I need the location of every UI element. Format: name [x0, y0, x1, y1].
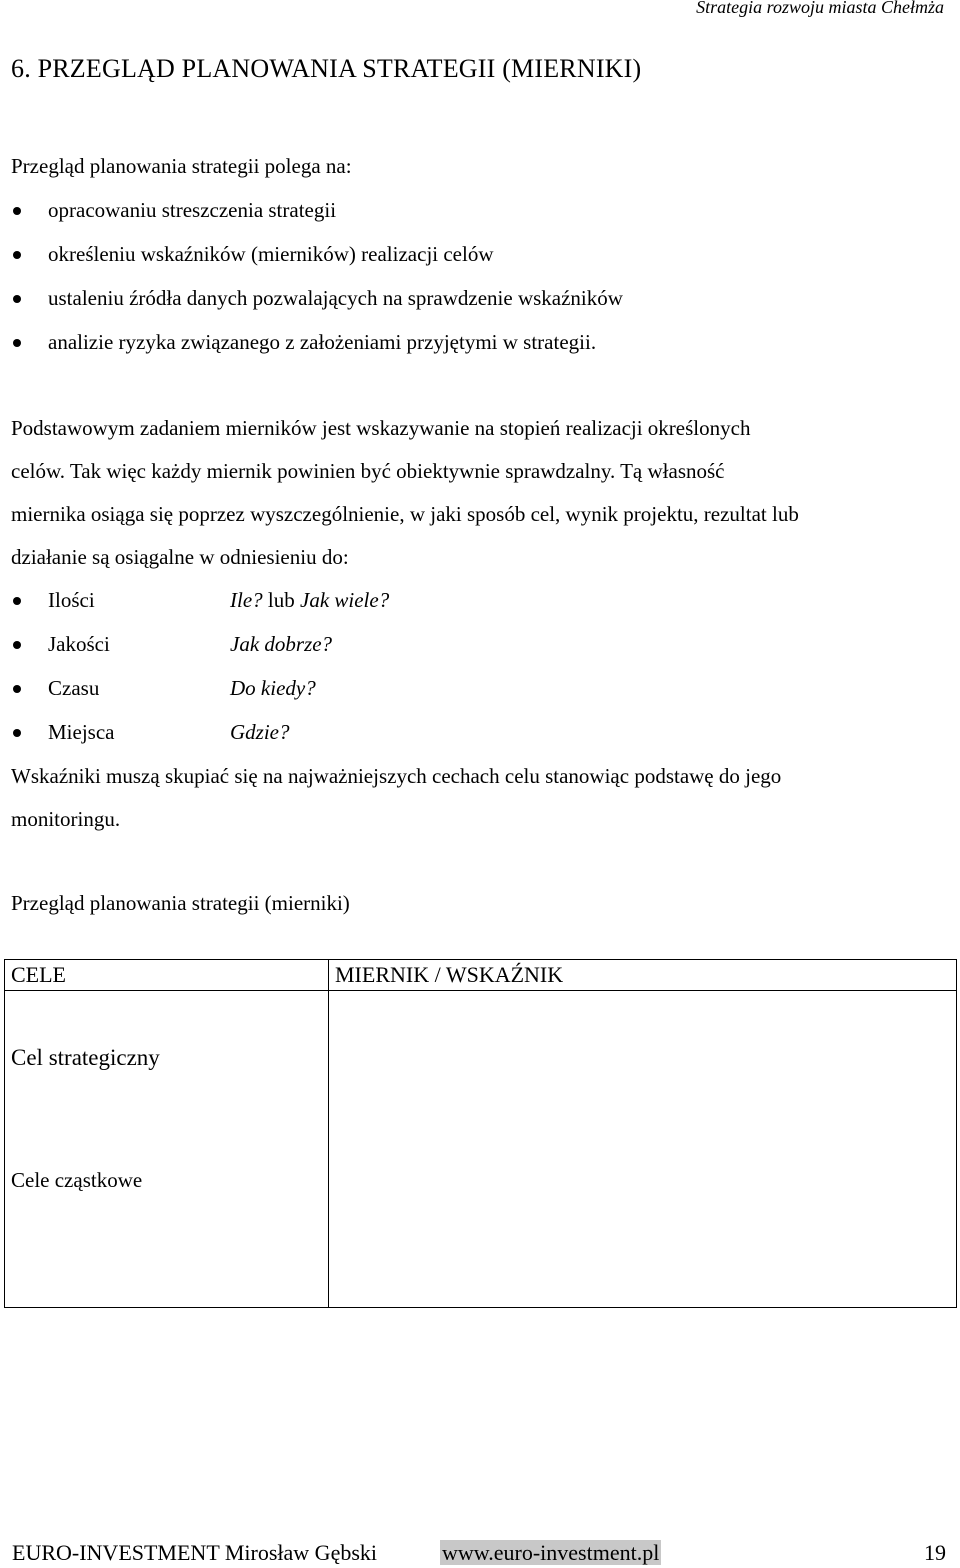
table-header-cell: MIERNIK / WSKAŹNIK [329, 960, 957, 991]
table-cell-measures[interactable] [329, 991, 957, 1308]
dimension-label: Miejsca [48, 720, 115, 744]
bullet-icon [13, 207, 21, 215]
list-item: określeniu wskaźników (mierników) realizacji celów [48, 242, 494, 266]
bullet-icon [13, 251, 21, 259]
page-number: 19 [924, 1540, 946, 1565]
table-cell-goals [5, 991, 329, 1308]
table-caption: Przegląd planowania strategii (mierniki) [11, 891, 350, 915]
dimension-question: Ile? lub Jak wiele? [230, 588, 390, 612]
footer-company: EURO-INVESTMENT Mirosław Gębski [12, 1540, 378, 1565]
paragraph-line: monitoringu. [11, 807, 121, 831]
footer-url[interactable]: www.euro-investment.pl [442, 1540, 660, 1565]
dimension-question: Jak dobrze? [230, 632, 333, 656]
paragraph-line: miernika osiąga się poprzez wyszczególnienie, w jaki sposób cel, wynik projektu, rezultat lub [11, 502, 799, 526]
list-item: ustaleniu źródła danych pozwalających na sprawdzenie wskaźników [48, 286, 623, 310]
section-title: 6. PRZEGLĄD PLANOWANIA STRATEGII (MIERNIKI) [11, 54, 642, 83]
bullet-icon [13, 339, 21, 347]
bullet-icon [13, 685, 21, 693]
bullet-icon [13, 295, 21, 303]
paragraph-line: Podstawowym zadaniem mierników jest wskazywanie na stopień realizacji określonych [11, 416, 751, 440]
table-row [5, 991, 957, 1308]
paragraph-line: celów. Tak więc każdy miernik powinien być obiektywnie sprawdzalny. Tą własność [11, 459, 725, 483]
bullet-icon [13, 729, 21, 737]
dimension-question: Gdzie? [230, 720, 290, 744]
paragraph-line: Wskaźniki muszą skupiać się na najważniejszych cechach celu stanowiąc podstawę do jego [11, 764, 782, 788]
list-item: opracowaniu streszczenia strategii [48, 198, 337, 222]
table-header-row [5, 960, 957, 991]
measures-table [4, 959, 957, 1308]
bullet-icon [13, 597, 21, 605]
paragraph-line: działanie są osiągalne w odniesieniu do: [11, 545, 349, 569]
running-header: Strategia rozwoju miasta Chełmża [696, 0, 944, 17]
bullet-icon [13, 641, 21, 649]
list-item: analizie ryzyka związanego z założeniami przyjętymi w strategii. [48, 330, 597, 354]
table-header-cell: CELE [5, 960, 329, 991]
dimension-label: Ilości [48, 588, 95, 612]
intro-lead: Przegląd planowania strategii polega na: [11, 154, 352, 178]
dimension-label: Jakości [48, 632, 110, 656]
row-label-partial-goals: Cele cząstkowe [11, 1168, 143, 1192]
dimension-question: Do kiedy? [230, 676, 316, 700]
dimension-label: Czasu [48, 676, 100, 700]
row-label-strategic-goal: Cel strategiczny [11, 1045, 160, 1070]
